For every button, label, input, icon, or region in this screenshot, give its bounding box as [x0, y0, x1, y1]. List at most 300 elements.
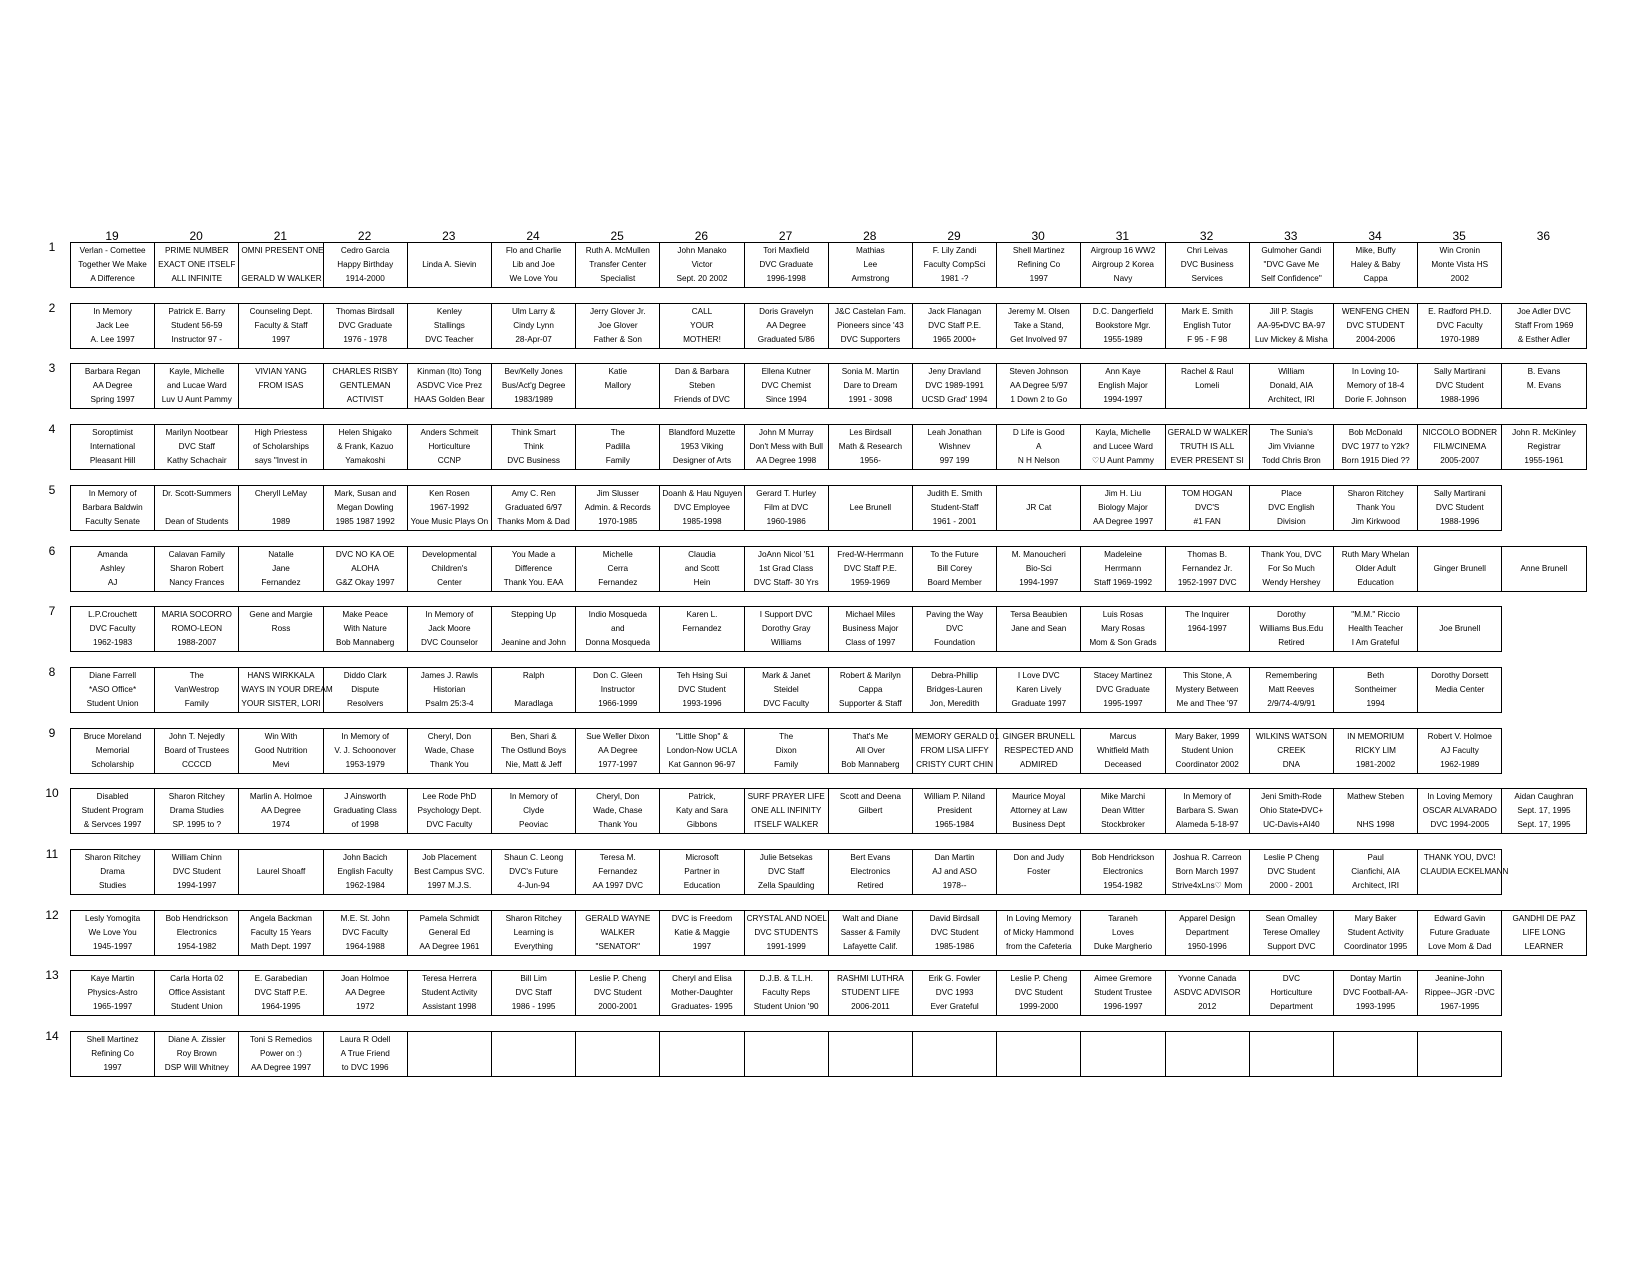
brick-line: & Esther Adler [1517, 334, 1571, 344]
brick-line: DVC Student [1435, 502, 1484, 512]
brick-line [999, 1035, 1078, 1045]
brick-line: 1997 M.J.S. [427, 881, 472, 890]
brick-line: Film at DVC [764, 502, 809, 512]
brick-line [1504, 578, 1583, 588]
brick-line: Don and Judy [1013, 853, 1065, 862]
brick-line: Partner in [684, 867, 720, 876]
brick-line: Attorney at Law [1010, 806, 1068, 816]
brick-line: 2004-2006 [1356, 334, 1396, 344]
brick-cell [1165, 363, 1250, 409]
brick-line: 1991 - 3098 [848, 395, 893, 405]
brick-line: Services [1191, 274, 1223, 283]
brick-line: CCNP [437, 456, 461, 466]
brick-line: I Love DVC [1017, 670, 1060, 680]
brick-line: Deceased [1104, 759, 1142, 769]
brick-line: ROMO-LEON [171, 624, 223, 634]
brick-line: You Made a [511, 549, 556, 559]
brick-line: Born 1915 Died ?? [1341, 456, 1410, 466]
brick-line: Cedro Garcia [340, 246, 390, 255]
brick-line: YOUR SISTER, LORI [241, 698, 321, 708]
brick-cell [659, 849, 744, 895]
brick-line: 1972 [356, 1002, 375, 1012]
brick-cell [1080, 546, 1165, 592]
brick-line: Aimee Gremore [1094, 974, 1152, 984]
brick-line [578, 395, 657, 405]
brick-line: Don C. Gleen [592, 670, 643, 680]
brick-line: Sue Weller Dixon [586, 731, 650, 741]
brick-line: Lomeli [1195, 381, 1220, 391]
brick-line: In Memory of [509, 792, 558, 802]
brick-line: Dorothy Dorsett [1431, 670, 1489, 680]
brick-line: EVER PRESENT SI [1170, 456, 1244, 466]
brick-line: 1985-1998 [682, 516, 722, 526]
brick-line: Lee Brunell [849, 502, 892, 512]
brick-line: Sally Martirani [1433, 488, 1486, 498]
brick-line: Jack Moore [428, 624, 471, 634]
brick-cell [659, 363, 744, 409]
brick-line: Kaye Martin [90, 974, 135, 984]
brick-line: Paving the Way [926, 610, 984, 620]
brick-line: F 95 - F 98 [1187, 334, 1228, 344]
brick-line: Helen Shigako [338, 428, 392, 438]
brick-cell [407, 970, 492, 1016]
brick-line: & Servces 1997 [83, 820, 142, 830]
brick-cell [70, 363, 155, 409]
row-number: 2 [48, 300, 56, 315]
column-header: 24 [526, 229, 540, 243]
brick-line: 1954-1982 [177, 941, 217, 951]
brick-line: DVC 1994-2005 [1430, 820, 1490, 830]
brick-line: 1964-1997 [1187, 624, 1227, 634]
brick-line: Kathy Schachair [166, 456, 227, 466]
brick-line: Win With [264, 731, 298, 741]
brick-line: Remembering [1265, 670, 1318, 680]
brick-line: Architect, IRI [1267, 395, 1315, 405]
column-header: 27 [778, 229, 793, 243]
brick-line: CLAUDIA ECKELMANN [1420, 867, 1509, 876]
brick-line: DVC Business [1180, 260, 1234, 269]
brick-line: FROM LISA LIFFY [920, 745, 989, 755]
row-number: 11 [45, 847, 59, 861]
brick-cell [1501, 546, 1586, 592]
brick-line: Ohio State•DVC+ [1259, 806, 1324, 816]
brick-cell [491, 667, 576, 713]
brick-line: 1964-1988 [345, 941, 385, 951]
brick-line: to DVC 1996 [341, 1063, 389, 1073]
brick-cell [323, 546, 408, 592]
brick-line: 1 Down 2 to Go [1010, 395, 1068, 405]
brick-line [915, 1035, 994, 1045]
brick-line: CRYSTAL AND NOEL [746, 913, 827, 923]
brick-line: Sharon Ritchey [1347, 488, 1404, 498]
brick-cell [1165, 424, 1250, 470]
brick-line [662, 1063, 741, 1073]
brick-line: JoAnn Nicol '51 [757, 549, 815, 559]
row-number: 9 [48, 725, 56, 740]
brick-line: 1996-1997 [1103, 1002, 1143, 1012]
brick-line: Bruce Moreland [83, 731, 142, 741]
brick-line: Dare to Dream [843, 381, 898, 391]
brick-line: 1996-1998 [766, 274, 806, 283]
brick-line: 1914-2000 [345, 274, 385, 283]
brick-line [1336, 1049, 1415, 1059]
brick-line [241, 260, 320, 270]
brick-cell [1165, 910, 1250, 956]
brick-cell [154, 424, 239, 470]
brick-cell [996, 303, 1081, 349]
brick-cell [828, 424, 913, 470]
brick-line: Toni S Remedios [250, 1035, 312, 1045]
brick-line: Board Member [927, 577, 982, 587]
brick-cell [996, 849, 1081, 895]
brick-cell [1080, 667, 1165, 713]
brick-cell [238, 546, 323, 592]
brick-line [241, 503, 320, 513]
brick-line: Stepping Up [511, 610, 557, 620]
brick-line: YOUR [690, 320, 714, 330]
brick-cell [575, 849, 660, 895]
brick-line: Retired [1278, 638, 1305, 648]
brick-line: 1955-1961 [1524, 456, 1564, 466]
brick-line: 1993-1995 [1356, 1002, 1396, 1012]
brick-line: OMNI PRESENT ONE [241, 246, 324, 255]
brick-line: Student Program [81, 806, 144, 816]
brick-line: Developmental [422, 549, 477, 559]
brick-line: Dan Martin [934, 853, 975, 862]
brick-line: English Faculty [337, 867, 393, 876]
brick-line: A True Friend [340, 1049, 390, 1059]
brick-line: A [1036, 442, 1042, 452]
brick-line: 1967-1995 [1440, 1002, 1480, 1012]
row-number: 13 [45, 968, 59, 983]
brick-line: Diane Farrell [89, 670, 137, 680]
brick-cell [238, 1031, 323, 1077]
brick-cell [575, 485, 660, 531]
brick-cell [659, 546, 744, 592]
brick-line [1168, 1063, 1247, 1073]
brick-line [1168, 638, 1247, 648]
brick-line: 1970-1985 [598, 516, 638, 526]
brick-line: Rachel & Raul [1181, 367, 1234, 377]
brick-line: Self Confidence" [1261, 274, 1322, 283]
brick-cell [996, 363, 1081, 409]
brick-line: Mark E. Smith [1181, 306, 1233, 316]
brick-cell [154, 363, 239, 409]
column-header: 32 [1199, 229, 1214, 243]
brick-cell [1165, 485, 1250, 531]
brick-line: 1960-1986 [766, 516, 806, 526]
brick-line: Doanh & Hau Nguyen [662, 488, 743, 498]
brick-line: DVC's Future [509, 867, 559, 876]
brick-cell [407, 242, 492, 288]
brick-line: Maradlaga [514, 698, 553, 708]
brick-line [578, 1035, 657, 1045]
brick-line: of Scholarships [252, 442, 309, 452]
brick-line: The [779, 731, 794, 741]
brick-line [1168, 1049, 1247, 1059]
brick-cell [1501, 303, 1586, 349]
brick-cell [996, 1031, 1081, 1077]
brick-line: Student Union [1181, 745, 1234, 755]
brick-line [999, 489, 1078, 499]
brick-cell [70, 485, 155, 531]
brick-cell [744, 910, 829, 956]
brick-line: IN MEMORIUM [1347, 731, 1405, 741]
brick-line: AA Degree [261, 806, 301, 816]
brick-line [999, 1063, 1078, 1073]
brick-line: Pamela Schmidt [419, 913, 480, 923]
brick-cell [659, 728, 744, 774]
brick-line: Luv U Aunt Pammy [161, 395, 232, 405]
brick-line: D.C. Dangerfield [1092, 306, 1154, 316]
brick-cell [575, 363, 660, 409]
brick-line: DVC Student [593, 988, 642, 998]
brick-cell [1165, 970, 1250, 1016]
brick-cell [70, 303, 155, 349]
brick-line: LEARNER [1524, 941, 1564, 951]
brick-line: Disabled [96, 792, 129, 802]
brick-line: 1959-1969 [850, 577, 890, 587]
brick-line: CCCCD [181, 759, 212, 769]
brick-cell [407, 1031, 492, 1077]
brick-line: AA Degree 1998 [756, 456, 817, 466]
brick-line: Me and Thee '97 [1176, 698, 1238, 708]
brick-line: The Sunia's [1269, 428, 1313, 438]
brick-line: Bev/Kelly Jones [504, 367, 563, 377]
brick-line [157, 503, 236, 513]
brick-line: Jim H. Liu [1104, 488, 1142, 498]
brick-line: Jane [272, 563, 290, 573]
brick-line: Stacey Martinez [1093, 670, 1153, 680]
brick-line: Mom & Son Grads [1089, 638, 1157, 648]
brick-line: Coordinator 1995 [1343, 941, 1408, 951]
brick-line: Barbara Regan [84, 367, 141, 377]
brick-line: Strive4xLns♡ Mom [1171, 881, 1243, 890]
brick-line: Horticulture [1270, 988, 1313, 998]
brick-line: Verlan - Comettee [79, 246, 146, 255]
brick-line: 2012 [1198, 1002, 1217, 1012]
brick-line: AA Degree 1997 [1092, 516, 1154, 526]
brick-line: Sharon Ritchey [505, 913, 562, 923]
brick-line: In Memory of [88, 488, 137, 498]
brick-cell [744, 849, 829, 895]
brick-line: Memory of 18-4 [1346, 381, 1405, 391]
brick-line: WILKINS WATSON [1255, 731, 1327, 741]
brick-line: English Major [1098, 381, 1148, 391]
brick-line: DVC Graduate [759, 260, 814, 269]
brick-cell [1417, 667, 1502, 713]
brick-cell [70, 1031, 155, 1077]
brick-line: The Ostlund Boys [501, 745, 567, 755]
brick-line [1083, 1063, 1162, 1073]
brick-cell [407, 546, 492, 592]
brick-line: We Love You [88, 927, 137, 937]
brick-cell [575, 424, 660, 470]
brick-line: William P. Niland [924, 792, 985, 802]
brick-line [1168, 395, 1247, 405]
brick-line: Designer of Arts [672, 456, 732, 466]
brick-cell [154, 242, 239, 288]
brick-line: Nancy Frances [169, 577, 225, 587]
brick-line: ALOHA [351, 563, 380, 573]
brick-line: Rippee--JGR -DVC [1424, 988, 1495, 998]
brick-line: Class of 1997 [845, 638, 896, 648]
brick-line: AA Degree [92, 381, 133, 391]
brick-line: Thank You [598, 820, 638, 830]
brick-line: Win Cronin [1439, 246, 1481, 255]
brick-line: FROM ISAS [258, 381, 304, 391]
brick-cell [1501, 363, 1586, 409]
brick-line: Williams Bus.Edu [1259, 624, 1324, 634]
column-header: 34 [1368, 229, 1382, 243]
brick-line: WAYS IN YOUR DREAM [241, 684, 333, 694]
brick-line: 1989 [271, 516, 291, 526]
brick-line: Aidan Caughran [1514, 792, 1574, 802]
brick-line: Ben, Shari & [510, 731, 557, 741]
brick-line: Mathias [856, 246, 885, 255]
brick-line [241, 881, 320, 891]
brick-line: Think [523, 442, 544, 452]
brick-line: DVC Faculty [426, 820, 473, 830]
brick-line: Dontay Martin [1350, 974, 1402, 984]
brick-line: Jeny Dravland [928, 367, 981, 377]
brick-line: Family [774, 759, 799, 769]
brick-line [1420, 699, 1499, 709]
brick-line: ASDVC Vice Prez [416, 381, 483, 391]
brick-line: Board of Trustees [164, 745, 230, 755]
brick-line: Bookstore Mgr. [1095, 320, 1151, 330]
brick-cell [1417, 363, 1502, 409]
brick-line: Cheryll LeMay [254, 488, 308, 498]
brick-cell [744, 606, 829, 652]
brick-cell [491, 424, 576, 470]
brick-cell [70, 728, 155, 774]
brick-cell [1333, 849, 1418, 895]
brick-line: Ulm Larry & [511, 306, 556, 316]
brick-line: Math & Research [838, 442, 903, 452]
brick-line: Drama Studies [169, 806, 224, 816]
brick-line: M.E. St. John [340, 913, 390, 923]
brick-line: Sept. 20 2002 [676, 274, 728, 283]
brick-line: AA Degree 1997 [250, 1063, 312, 1073]
brick-line: Instructor 97 - [171, 334, 223, 344]
brick-line: AJ [107, 577, 118, 587]
brick-line: AJ Faculty [1440, 745, 1479, 755]
brick-line: DVC Staff P.E. [843, 563, 897, 573]
brick-line: Staff 1969-1992 [1093, 577, 1153, 587]
brick-line: Paul [1367, 853, 1384, 862]
brick-cell [828, 849, 913, 895]
brick-line: E. Garabedian [254, 974, 308, 984]
brick-line: LIFE LONG [1522, 927, 1566, 937]
brick-cell [154, 728, 239, 774]
brick-cell [659, 788, 744, 834]
brick-cell [491, 606, 576, 652]
brick-line: Carla Horta 02 [170, 974, 224, 984]
brick-line: Diane A. Zissier [168, 1035, 226, 1045]
brick-line: 1967-1992 [429, 502, 469, 512]
brick-line: MOTHER! [683, 334, 721, 344]
brick-cell [996, 546, 1081, 592]
brick-line: William Chinn [171, 853, 222, 862]
brick-line: DVC Student [172, 867, 221, 876]
brick-line: Sonia M. Martin [841, 367, 900, 377]
brick-line: Bob Mannaberg [336, 638, 395, 648]
brick-line: Dr. Scott-Summers [162, 488, 232, 498]
brick-line: *ASO Office* [89, 684, 137, 694]
brick-line: 1983/1989 [514, 395, 553, 405]
brick-cell [744, 970, 829, 1016]
brick-line: Joe Adler DVC [1517, 306, 1571, 316]
brick-line: Todd Chris Bron [1262, 456, 1321, 466]
brick-cell [238, 363, 323, 409]
brick-line: DVC Staff [515, 988, 552, 998]
brick-line: Tori Maxfield [763, 246, 810, 255]
brick-line: International [90, 442, 136, 452]
brick-cell [154, 970, 239, 1016]
brick-line: DVC Graduate [338, 320, 393, 330]
brick-line [494, 1063, 573, 1073]
brick-line: General Ed [428, 927, 471, 937]
column-header: 33 [1284, 229, 1298, 243]
brick-line: DVC Counselor [420, 638, 478, 648]
brick-line: E. Radford PH.D. [1428, 306, 1492, 316]
brick-cell [1417, 424, 1502, 470]
brick-line [1336, 1035, 1415, 1045]
column-header: 29 [947, 229, 961, 243]
brick-line: Jeni Smith-Rode [1261, 792, 1322, 802]
brick-line: VanWestrop [174, 684, 219, 694]
brick-line: Cindy Lynn [513, 320, 554, 330]
row-number: 3 [48, 361, 56, 376]
brick-cell [996, 970, 1081, 1016]
brick-line: Admin. & Records [584, 502, 651, 512]
brick-line: Jeanine and John [501, 638, 566, 648]
brick-line: Les Birdsall [849, 428, 892, 438]
brick-line [1420, 638, 1499, 648]
brick-line: Bill Lim [520, 974, 547, 984]
brick-line: DVC Employee [673, 502, 730, 512]
brick-cell [1333, 303, 1418, 349]
brick-line: Graduated 5/86 [757, 334, 815, 344]
brick-line: Graduating Class [333, 806, 397, 816]
column-header: 36 [1536, 229, 1551, 243]
brick-cell [323, 363, 408, 409]
brick-line: 1977-1997 [598, 759, 638, 769]
brick-line: Calavan Family [168, 549, 225, 559]
brick-line: Architect, IRI [1352, 881, 1400, 890]
brick-line: DVC NO KA OE [335, 549, 395, 559]
brick-cell [238, 667, 333, 713]
brick-line: ACTIVIST [346, 395, 384, 405]
brick-line: Bill Corey [937, 563, 973, 573]
row-number: 14 [45, 1029, 59, 1044]
brick-line: DVC Chemist [761, 381, 811, 391]
brick-cell [1080, 242, 1165, 288]
brick-cell [70, 242, 155, 288]
brick-cell [154, 1031, 239, 1077]
brick-line: Robert V. Holmoe [1427, 731, 1492, 741]
brick-line: GERALD W WALKER [241, 274, 322, 283]
brick-line: Supporter & Staff [839, 698, 902, 708]
brick-line: Luv Mickey & Misha [1254, 334, 1328, 344]
row-number: 8 [48, 664, 56, 679]
brick-cell [491, 728, 576, 774]
brick-cell [1333, 728, 1418, 774]
brick-line: Children's [431, 563, 468, 573]
brick-line: Power on :) [260, 1049, 302, 1059]
brick-cell [828, 728, 913, 774]
